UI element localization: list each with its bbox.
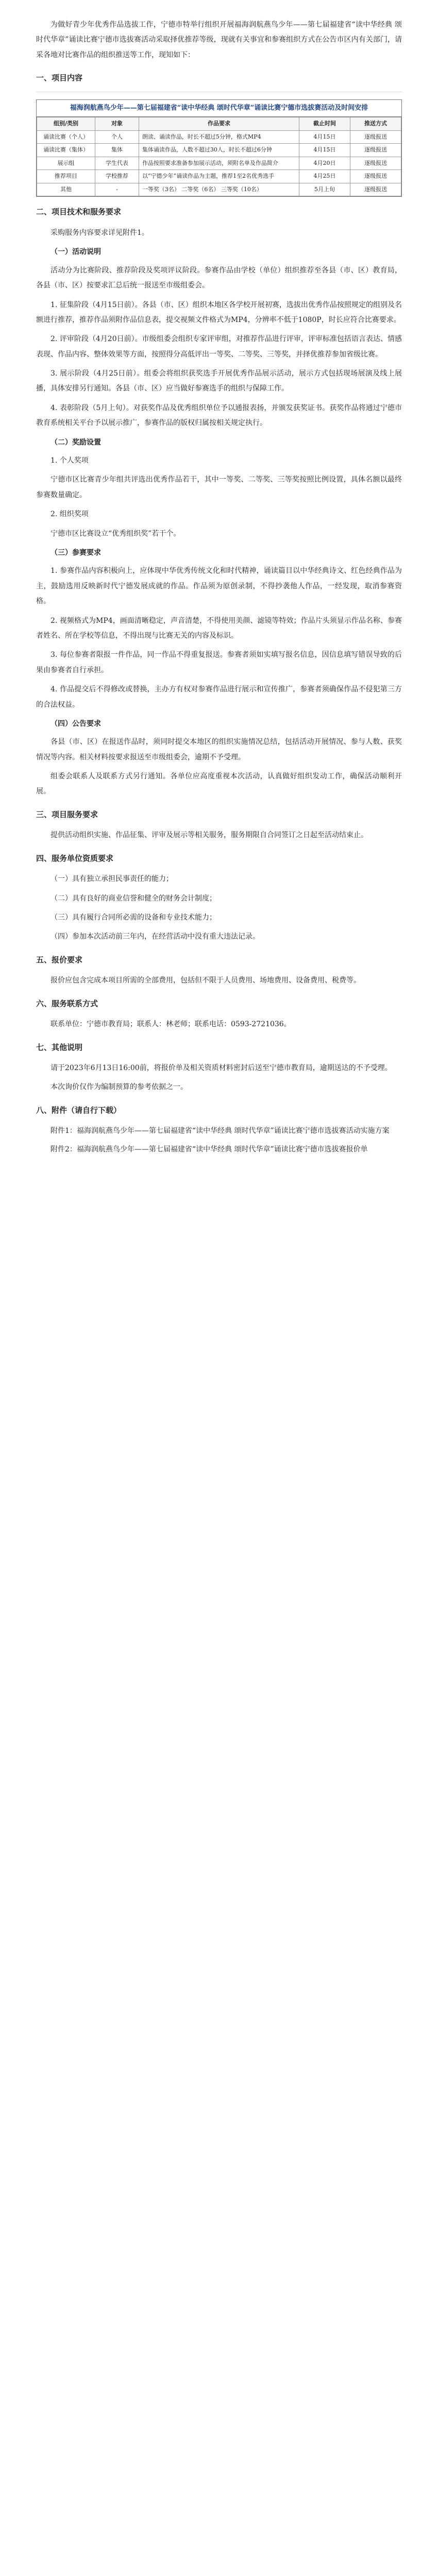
table-col-header: 截止时间 (299, 117, 350, 131)
table-cell: 学校推荐 (95, 170, 139, 183)
table-col-header: 对象 (95, 117, 139, 131)
table-cell: 诵读比赛（集体） (37, 144, 95, 157)
table-cell: 4月20日 (299, 157, 350, 170)
paragraph: 采购服务内容要求详见附件1。 (50, 228, 149, 237)
table-cell: 集体 (95, 144, 139, 157)
table-cell: 展示组 (37, 157, 95, 170)
table-cell: 集体诵读作品，人数不超过30人，时长不超过6分钟 (139, 144, 299, 157)
paragraph: 1. 参赛作品内容积极向上，应体现中华优秀传统文化和时代精神，诵读篇目以中华经典诗文、红色经典作品为主，鼓励选用反映新时代宁德发展成就的作品。作品须为原创录制，不得抄袭他人作品，一经发现，取消参赛资格。 (36, 567, 402, 606)
table-cell: 作品按照要求准备参加展示活动，须附名单及作品简介 (139, 157, 299, 170)
section-1-title: 一、项目内容 (36, 73, 83, 83)
table-row (37, 144, 401, 157)
section-6-title: 六、服务联系方式 (36, 998, 98, 1008)
paragraph: 本次询价仅作为编制预算的参考依据之一。 (50, 1083, 188, 1092)
paragraph: 联系单位：宁德市教育局；联系人：林老师；联系电话：0593-2721036。 (50, 1020, 291, 1029)
table-col-header: 推送方式 (350, 117, 401, 131)
table-cell: 个人 (95, 130, 139, 144)
subheading: （一）活动说明 (50, 248, 101, 257)
table-cell: 一等奖（3名） 二等奖（6名） 三等奖（10名） (139, 183, 299, 196)
table-cell: 逐级报送 (350, 157, 401, 170)
paragraph: 请于2023年6月13日16:00前，将报价单及相关资质材料密封后送至宁德市教育局，逾期送达的不予受理。 (50, 1064, 392, 1073)
table-cell: 逐级报送 (350, 170, 401, 183)
schedule-table (36, 99, 402, 197)
table-row (37, 183, 401, 196)
list-item: （二）具有良好的商业信誉和健全的财务会计制度； (50, 894, 216, 903)
subheading: （三）参赛要求 (50, 549, 101, 557)
section-2-title: 二、项目技术和服务要求 (36, 207, 122, 217)
paragraph: 宁德市区比赛设立“优秀组织奖”若干个。 (50, 529, 181, 538)
table-cell: 朗读、诵读作品，时长不超过5分钟，格式MP4 (139, 130, 299, 144)
table-col-header: 作品要求 (139, 117, 299, 131)
paragraph: 3. 每位参赛者限报一件作品，同一作品不得重复报送。参赛者须如实填写报名信息，因信息填写错误导致的后果由参赛者自行承担。 (36, 651, 402, 674)
intro-paragraph: 为做好青少年优秀作品选拔工作，宁德市特举行组织开展福海润航燕鸟少年——第七届福建省“读中华经典 颂时代华章”诵读比赛宁德市选拔赛活动采取择优推荐等级，现就有关事宜和参赛组织方式在公告市区内有关部门，请采各地对比赛作品的组织推送等工作，现知如下： (36, 21, 402, 59)
table-cell: 逐级报送 (350, 144, 401, 157)
table-cell: 4月25日 (299, 170, 350, 183)
appendix-list (36, 1124, 402, 1157)
paragraph: 2. 视频格式为MP4，画面清晰稳定，声音清楚，不得使用美颜、滤镜等特效；作品片头须显示作品名称、参赛者姓名、所在学校等信息，不得出现与比赛无关的内容及标识。 (36, 616, 402, 640)
paragraph: 1. 征集阶段（4月15日前）。各县（市、区）组织本地区各学校开展初赛，选拔出优秀作品按照规定的组别及名额进行推荐，推荐作品须附作品信息表，提交视频文件格式为MP4，分辨率不低于1080P，时长应符合比赛要求。 (36, 300, 402, 324)
paragraph: 组委会联系人及联系方式另行通知。各单位应高度重视本次活动，认真做好组织发动工作，确保活动顺利开展。 (36, 772, 402, 796)
table-header: 福海润航燕鸟少年——第七届福建省“读中华经典 颂时代华章”诵读比赛宁德市选拔赛活动及时间安排 (37, 100, 401, 117)
table-cell: 4月15日 (299, 130, 350, 144)
paragraph: 4. 作品提交后不得修改或替换，主办方有权对参赛作品进行展示和宣传推广，参赛者须确保作品不侵犯第三方的合法权益。 (36, 685, 402, 709)
table-row (37, 170, 401, 183)
table-row (37, 130, 401, 144)
section-5-title: 五、报价要求 (36, 955, 83, 964)
paragraph: 3. 展示阶段（4月25日前）。组委会将组织获奖选手开展优秀作品展示活动，展示方式包括现场展演及线上展播，具体安排另行通知。各县（市、区）应当做好参赛选手的组织与保障工作。 (36, 369, 402, 393)
section-7-title: 七、其他说明 (36, 1042, 83, 1052)
table-cell: 学生代表 (95, 157, 139, 170)
table-cell: 逐级报送 (350, 183, 401, 196)
table-cell: - (95, 183, 139, 196)
section-8-title: 八、附件（请自行下载） (36, 1105, 122, 1115)
table-cell: 4月15日 (299, 144, 350, 157)
table-cell: 5月上旬 (299, 183, 350, 196)
table-cell: 推荐项目 (37, 170, 95, 183)
table-cell: 逐级报送 (350, 130, 401, 144)
subheading: （四）公告要求 (50, 719, 101, 728)
paragraph: 报价应包含完成本项目所需的全部费用，包括但不限于人员费用、场地费用、设备费用、税费等。 (50, 976, 361, 985)
paragraph: 2. 评审阶段（4月20日前）。市级组委会组织专家评审组，对推荐作品进行评审，评审标准包括语言表达、情感表现、作品内容、整体效果等方面，按照得分高低评出一等奖、二等奖、三等奖，并择优推荐参加省级比赛。 (36, 335, 402, 359)
appendix-link[interactable]: 附件2：福海润航燕鸟少年——第七届福建省“读中华经典 颂时代华章”诵读比赛宁德市选拔赛报价单 (50, 1145, 368, 1154)
section-4-title: 四、服务单位资质要求 (36, 853, 114, 863)
table-header-row (37, 117, 401, 131)
appendix-link[interactable]: 附件1：福海润航燕鸟少年——第七届福建省“读中华经典 颂时代华章”诵读比赛宁德市选拔赛活动实施方案 (50, 1127, 390, 1136)
paragraph: 各县（市、区）在报送作品时，须同时提交本地区的组织实施情况总结，包括活动开展情况、参与人数、获奖情况等内容。相关材料按要求报送至市级组委会，逾期不予受理。 (36, 738, 402, 761)
paragraph: 活动分为比赛阶段、推荐阶段及奖项评议阶段。参赛作品由学校（单位）组织推荐至各县（市、区）教育局，各县（市、区）按要求汇总后统一报送至市级组委会。 (36, 266, 402, 290)
section-3-title: 三、项目服务要求 (36, 809, 98, 819)
paragraph: 提供活动组织实施、作品征集、评审及展示等相关服务，服务期限自合同签订之日起至活动结束止。 (50, 831, 368, 840)
document-body (0, 0, 438, 1181)
table-cell: 其他 (37, 183, 95, 196)
paragraph: 2. 组织奖项 (50, 510, 89, 519)
paragraph: 1. 个人奖项 (50, 456, 89, 465)
plan-table (37, 117, 401, 196)
document-page (0, 0, 438, 1181)
table-cell: 以“宁德少年”诵读作品为主题，推荐1至2名优秀选手 (139, 170, 299, 183)
paragraph: 4. 表彰阶段（5月上旬）。对获奖作品及优秀组织单位予以通报表扬，并颁发获奖证书。获奖作品将通过宁德市教育系统相关平台予以展示推广，参赛作品的版权归属按相关规定执行。 (36, 403, 402, 428)
table-cell: 诵读比赛（个人） (37, 130, 95, 144)
list-item: （三）具有履行合同所必需的设备和专业技术能力； (50, 913, 216, 922)
list-item: （一）具有独立承担民事责任的能力； (50, 875, 173, 884)
paragraph: 宁德市区比赛青少年组共评选出优秀作品若干，其中一等奖、二等奖、三等奖按照比例设置，具体名额以最终参赛数量确定。 (36, 476, 402, 499)
list-item: （四）参加本次活动前三年内，在经营活动中没有重大违法记录。 (50, 933, 260, 941)
table-col-header: 组别/类别 (37, 117, 95, 131)
table-row (37, 157, 401, 170)
subheading: （二）奖励设置 (50, 438, 101, 447)
